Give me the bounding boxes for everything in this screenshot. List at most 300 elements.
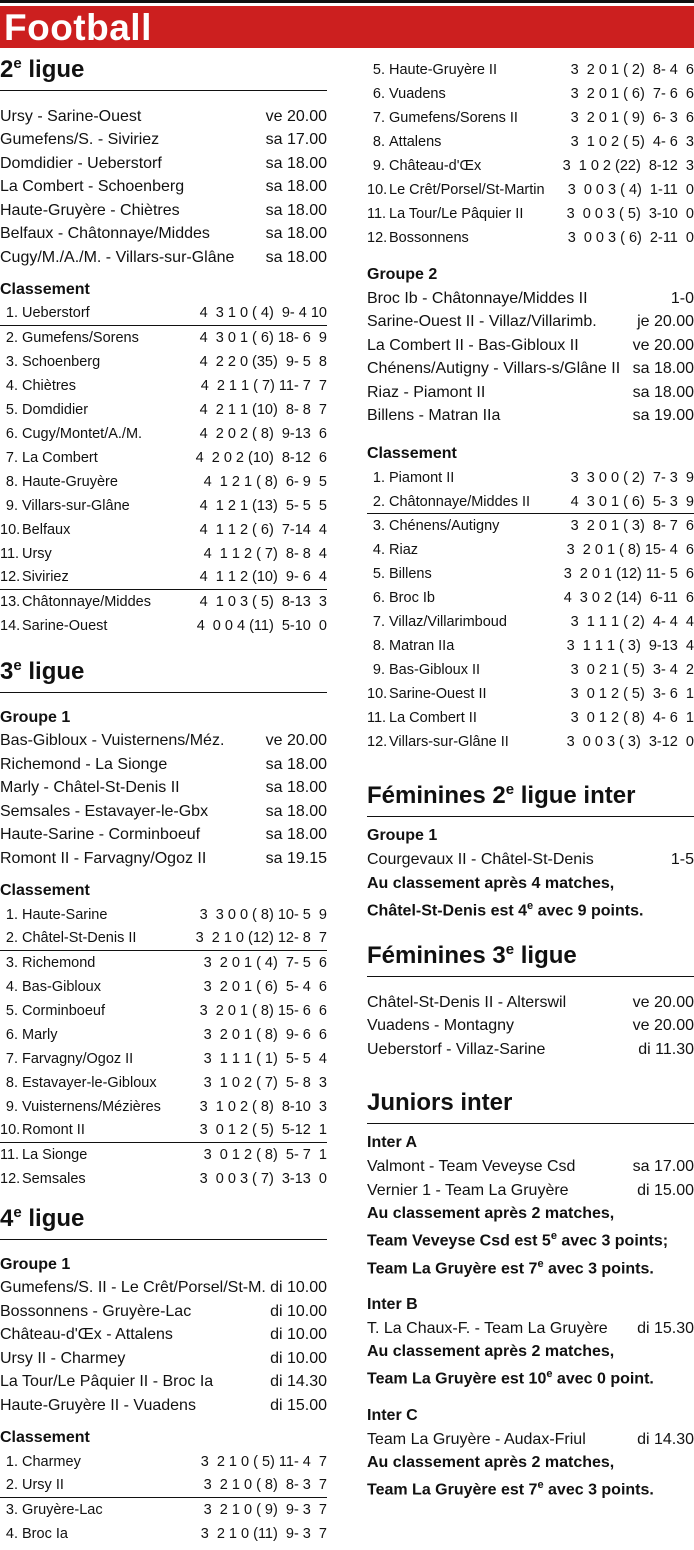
match-row	[0, 246, 327, 270]
match-time: sa 18.00	[265, 154, 327, 172]
left-column	[0, 56, 327, 1546]
section-banner	[0, 6, 694, 48]
standing-stats: 4 1 0 3 ( 5) 8-13 3	[199, 593, 327, 610]
match-time: ve 20.00	[632, 993, 694, 1011]
match-time: sa 18.00	[265, 225, 327, 243]
standing-pos: 5.	[5, 401, 18, 418]
match-row	[367, 381, 694, 405]
standing-pos: 1.	[5, 1453, 18, 1470]
standing-pos: 9.	[5, 1098, 18, 1115]
match-row	[367, 334, 694, 358]
match-teams: Sarine-Ouest II - Villaz/Villarimb.	[367, 313, 597, 331]
standing-stats: 4 2 1 1 (10) 8- 8 7	[199, 401, 327, 418]
standing-team: Romont II	[22, 1122, 85, 1138]
match-teams: Riaz - Piamont II	[367, 383, 486, 401]
ranking-note-3-a: Team La Gruyère est 7	[367, 1259, 538, 1277]
standing-team: Sarine-Ouest	[22, 617, 108, 634]
heading-2e-ligue-rest: ligue	[21, 56, 85, 83]
standing-stats: 3 1 1 1 ( 2) 4- 4 4	[570, 614, 694, 630]
standing-team: Estavayer-le-Gibloux	[22, 1074, 157, 1091]
standing-team: La Combert II	[389, 710, 477, 726]
standing-stats: 3 2 1 0 (12) 12- 8 7	[195, 930, 327, 946]
match-time: di 15.00	[270, 1396, 327, 1414]
match-row	[0, 129, 327, 153]
group-label: Groupe 1	[0, 708, 71, 726]
match-time: sa 18.00	[265, 802, 327, 820]
match-time: ve 20.00	[265, 732, 327, 750]
standing-row	[367, 682, 694, 706]
standing-row	[367, 634, 694, 658]
group-label: Groupe 2	[367, 266, 438, 283]
standing-row	[367, 730, 694, 754]
standing-pos: 1.	[5, 305, 18, 321]
ranking-note-3-b: avec 3 points.	[543, 1259, 654, 1277]
standing-pos: 11.	[0, 1146, 20, 1163]
match-time: di 10.00	[270, 1279, 327, 1297]
match-row	[0, 1371, 327, 1395]
standing-row	[0, 326, 327, 350]
standing-stats: 3 2 1 0 ( 8) 8- 3 7	[203, 1477, 327, 1493]
match-row	[0, 730, 327, 754]
standing-team: Semsales	[22, 1170, 86, 1187]
match-row	[0, 1347, 327, 1371]
heading-3e-ligue	[0, 658, 327, 693]
standing-pos: 6.	[5, 425, 18, 442]
ranking-note-3	[367, 1253, 694, 1280]
standing-stats: 4 2 1 1 ( 7) 11- 7 7	[200, 377, 327, 394]
standing-team: Château-d'Œx	[389, 158, 482, 174]
match-row	[0, 824, 327, 848]
match-row	[0, 1300, 327, 1324]
standing-stats: 3 2 0 1 ( 3) 8- 7 6	[570, 518, 694, 534]
ranking-note-2	[367, 1474, 694, 1501]
heading-3e-ligue-sup: e	[13, 656, 22, 674]
standing-row	[0, 494, 327, 518]
top-rule	[0, 0, 694, 3]
heading-2e-ligue	[0, 56, 327, 91]
match-teams: Châtel-St-Denis II - Alterswil	[367, 993, 567, 1011]
match-teams: Chénens/Autigny - Villars-s/Glâne II	[367, 360, 621, 378]
standing-stats: 4 1 1 2 (10) 9- 6 4	[199, 569, 327, 585]
inter-c-label: Inter C	[367, 1406, 418, 1424]
standing-team: Riaz	[389, 542, 419, 558]
match-teams: Courgevaux II - Châtel-St-Denis	[367, 850, 594, 868]
standing-row	[0, 1450, 327, 1474]
match-row	[367, 991, 694, 1015]
standing-team: Cugy/Montet/A./M.	[22, 425, 143, 442]
standing-row	[367, 58, 694, 82]
standing-row	[0, 374, 327, 398]
standing-team: Le Crêt/Porsel/St-Martin	[389, 182, 545, 198]
standing-pos: 13.	[0, 593, 21, 610]
standing-team: Villars-sur-Glâne II	[389, 734, 509, 750]
banner-title: Football	[4, 7, 152, 48]
standing-team: La Combert	[22, 449, 98, 466]
standing-pos: 9.	[372, 158, 385, 174]
standing-team: Matran IIa	[389, 638, 455, 654]
match-time: sa 18.00	[265, 755, 327, 773]
heading-feminines-2e	[367, 782, 694, 817]
match-row	[367, 405, 694, 429]
match-teams: Ursy - Sarine-Ouest	[0, 107, 142, 125]
standing-stats: 3 2 0 1 ( 4) 7- 5 6	[203, 954, 327, 971]
match-teams: La Combert II - Bas-Gibloux II	[367, 336, 579, 354]
standing-team: Châtonnaye/Middes	[22, 593, 151, 610]
match-teams: Billens - Matran IIa	[367, 407, 501, 425]
match-teams: Haute-Gruyère - Chiètres	[0, 201, 180, 219]
standing-pos: 7.	[5, 1050, 18, 1067]
match-row	[0, 1277, 327, 1301]
standing-stats: 3 1 0 2 ( 5) 4- 6 3	[570, 134, 694, 150]
standing-row	[0, 903, 327, 927]
inter-a-label: Inter A	[367, 1134, 418, 1152]
match-teams: Château-d'Œx - Attalens	[0, 1326, 173, 1344]
ranking-note-2-b: avec 3 points.	[543, 1481, 654, 1499]
standing-pos: 2.	[5, 329, 18, 346]
ranking-note-2-b: avec 3 points;	[556, 1232, 669, 1250]
standing-row	[0, 302, 327, 326]
standing-pos: 3.	[5, 353, 18, 370]
standing-row	[367, 706, 694, 730]
standing-pos: 4.	[5, 1525, 18, 1542]
match-teams: Bas-Gibloux - Vuisternens/Méz.	[0, 732, 225, 750]
standing-team: Haute-Gruyère	[22, 473, 118, 490]
standing-row	[367, 82, 694, 106]
standing-row	[367, 586, 694, 610]
standing-pos: 10.	[0, 1122, 21, 1138]
standing-row	[367, 490, 694, 514]
standing-team: Piamont II	[389, 470, 455, 486]
match-row	[367, 311, 694, 335]
standing-pos: 2.	[5, 930, 18, 946]
standing-stats: 4 2 0 2 ( 8) 9-13 6	[199, 425, 327, 442]
standing-stats: 3 0 0 3 ( 4) 1-11 0	[567, 182, 694, 198]
standing-team: La Sionge	[22, 1146, 88, 1163]
match-time: 1-5	[670, 850, 694, 868]
match-teams: Vernier 1 - Team La Gruyère	[367, 1181, 569, 1199]
standing-pos: 14.	[0, 617, 21, 634]
standing-row	[0, 1023, 327, 1047]
standing-pos: 12.	[0, 569, 21, 585]
standing-row	[0, 614, 327, 638]
standing-pos: 2.	[372, 493, 385, 510]
standing-row	[0, 350, 327, 374]
standing-team: Gumefens/Sorens II	[389, 110, 518, 126]
standing-stats: 3 0 0 3 ( 5) 3-10 0	[566, 206, 694, 222]
standing-team: Ueberstorf	[22, 305, 90, 321]
match-teams: Ursy II - Charmey	[0, 1349, 126, 1367]
standing-row	[367, 514, 694, 538]
standing-team: Billens	[389, 566, 432, 582]
standing-stats: 3 1 0 2 ( 7) 5- 8 3	[203, 1074, 327, 1091]
standing-row	[367, 658, 694, 682]
standing-row	[0, 1474, 327, 1498]
standing-team: Farvagny/Ogoz II	[22, 1050, 134, 1067]
standing-team: Villars-sur-Glâne	[22, 497, 130, 514]
standing-pos: 11.	[367, 206, 387, 222]
heading-3e-ligue-text: 3	[0, 657, 14, 685]
standing-row	[0, 446, 327, 470]
standing-stats: 3 2 0 1 ( 6) 7- 6 6	[570, 86, 694, 102]
heading-3e-ligue-rest: ligue	[21, 657, 85, 685]
standing-stats: 3 1 0 2 ( 8) 8-10 3	[199, 1098, 327, 1115]
standing-row	[367, 562, 694, 586]
classement-label: Classement	[367, 445, 457, 462]
ranking-note-2-b: avec 0 point.	[552, 1370, 654, 1388]
match-row	[0, 199, 327, 223]
inter-b-label: Inter B	[367, 1295, 418, 1313]
ranking-note-2-a: Team La Gruyère est 7	[367, 1481, 538, 1499]
ranking-note-2-a: Châtel-St-Denis est 4	[367, 901, 528, 919]
standing-row	[367, 154, 694, 178]
match-row	[0, 1324, 327, 1348]
match-time: sa 18.00	[265, 201, 327, 219]
match-row	[0, 152, 327, 176]
standing-team: Ursy	[22, 545, 52, 562]
standing-stats: 3 0 0 3 ( 7) 3-13 0	[199, 1170, 327, 1187]
standing-stats: 3 3 0 0 ( 2) 7- 3 9	[570, 470, 694, 486]
match-teams: Haute-Sarine - Corminboeuf	[0, 826, 201, 844]
heading-2e-ligue-text: 2	[0, 56, 14, 83]
ranking-note: Au classement après 4 matches,	[367, 874, 615, 892]
standing-pos: 6.	[372, 86, 385, 102]
match-teams: Marly - Châtel-St-Denis II	[0, 779, 180, 797]
match-row	[367, 358, 694, 382]
standing-stats: 3 1 1 1 ( 3) 9-13 4	[566, 638, 694, 654]
match-teams: Semsales - Estavayer-le-Gbx	[0, 802, 209, 820]
match-row	[367, 1317, 694, 1341]
ranking-note-2-a: Team La Gruyère est 10	[367, 1370, 547, 1388]
ranking-note: Au classement après 2 matches,	[367, 1454, 615, 1472]
match-time: sa 17.00	[632, 1158, 694, 1176]
standing-stats: 3 2 1 0 (11) 9- 3 7	[200, 1525, 327, 1542]
standing-row	[0, 590, 327, 614]
match-time: di 15.30	[637, 1319, 694, 1337]
standing-row	[0, 566, 327, 590]
standing-row	[367, 106, 694, 130]
standing-pos: 5.	[5, 1002, 18, 1019]
match-teams: Ueberstorf - Villaz-Sarine	[367, 1040, 546, 1058]
ranking-note-2	[367, 1225, 694, 1252]
match-time: sa 18.00	[265, 779, 327, 797]
right-column	[367, 58, 694, 1502]
standing-stats: 3 0 1 2 ( 8) 5- 7 1	[203, 1146, 327, 1163]
match-row	[367, 1179, 694, 1203]
standing-stats: 3 0 0 3 ( 3) 3-12 0	[566, 734, 694, 750]
match-teams: Domdidier - Ueberstorf	[0, 154, 162, 172]
standing-team: Siviriez	[22, 569, 69, 585]
standing-pos: 4.	[372, 542, 385, 558]
standing-stats: 3 2 0 1 ( 8) 15- 6 6	[199, 1002, 327, 1019]
standing-row	[0, 1143, 327, 1167]
standing-team: Ursy II	[22, 1477, 64, 1493]
standing-pos: 7.	[372, 110, 385, 126]
standing-stats: 3 0 1 2 ( 5) 5-12 1	[199, 1122, 327, 1138]
standing-stats: 3 2 0 1 (12) 11- 5 6	[563, 566, 694, 582]
standing-row	[0, 518, 327, 542]
standing-team: Domdidier	[22, 401, 89, 418]
standing-stats: 4 0 0 4 (11) 5-10 0	[196, 617, 327, 634]
ranking-note-2-sup: e	[537, 1479, 544, 1492]
ranking-note-2	[367, 1363, 694, 1390]
match-time: sa 18.00	[632, 360, 694, 378]
standing-row	[0, 951, 327, 975]
standing-pos: 10.	[367, 686, 388, 702]
standing-stats: 3 0 2 1 ( 5) 3- 4 2	[570, 662, 694, 678]
match-time: je 20.00	[637, 313, 694, 331]
standing-stats: 4 3 0 1 ( 6) 5- 3 9	[570, 493, 694, 510]
standing-team: La Tour/Le Pâquier II	[389, 206, 524, 222]
match-time: di 14.30	[637, 1430, 694, 1448]
match-teams: Romont II - Farvagny/Ogoz II	[0, 849, 207, 867]
match-row	[0, 847, 327, 871]
standing-stats: 3 2 1 0 ( 9) 9- 3 7	[203, 1501, 327, 1518]
standing-pos: 3.	[5, 1501, 18, 1518]
heading-feminines-3e-sup: e	[505, 940, 515, 958]
standing-stats: 4 1 2 1 ( 8) 6- 9 5	[203, 473, 327, 490]
standing-row	[0, 1095, 327, 1119]
heading-juniors-inter: Juniors inter	[367, 1089, 694, 1124]
standing-pos: 12.	[367, 230, 388, 246]
standing-row	[0, 398, 327, 422]
standing-stats: 3 2 0 1 ( 6) 5- 4 6	[203, 978, 327, 995]
standing-pos: 4.	[5, 978, 18, 995]
standing-pos: 7.	[372, 614, 385, 630]
standing-team: Bossonnens	[389, 230, 469, 246]
standing-pos: 12.	[367, 734, 388, 750]
classement-label: Classement	[0, 280, 90, 298]
match-time: sa 19.00	[632, 407, 694, 425]
standing-pos: 8.	[372, 134, 385, 150]
standing-stats: 3 1 0 2 (22) 8-12 3	[562, 158, 694, 174]
heading-2e-ligue-sup: e	[13, 55, 22, 72]
match-row	[0, 105, 327, 129]
match-row	[367, 1038, 694, 1062]
match-teams: Bossonnens - Gruyère-Lac	[0, 1302, 192, 1320]
match-row	[0, 223, 327, 247]
standing-team: Haute-Gruyère II	[389, 62, 497, 78]
standing-row	[0, 1071, 327, 1095]
standing-pos: 8.	[372, 638, 385, 654]
standing-stats: 3 0 1 2 ( 8) 4- 6 1	[570, 710, 694, 726]
standing-row	[0, 1522, 327, 1546]
ranking-note-2-sup: e	[546, 1368, 553, 1381]
standing-row	[0, 927, 327, 951]
heading-feminines-3e-rest: ligue	[514, 941, 577, 969]
standing-pos: 10.	[0, 521, 21, 538]
standing-stats: 3 2 1 0 ( 5) 11- 4 7	[200, 1453, 327, 1470]
standing-row	[0, 975, 327, 999]
standing-stats: 4 1 1 2 ( 7) 8- 8 4	[203, 545, 327, 562]
standing-team: Broc Ib	[389, 590, 435, 606]
ranking-note-2-sup: e	[527, 899, 534, 912]
standing-team: Marly	[22, 1026, 58, 1043]
match-teams: Gumefens/S. II - Le Crêt/Porsel/St-M.	[0, 1279, 266, 1297]
standing-team: Châtel-St-Denis II	[22, 930, 137, 946]
match-time: ve 20.00	[632, 1017, 694, 1035]
standing-pos: 8.	[5, 473, 18, 490]
standing-team: Bas-Gibloux	[22, 978, 101, 995]
standing-team: Chénens/Autigny	[389, 518, 500, 534]
standing-team: Vuisternens/Mézières	[22, 1098, 161, 1115]
group-label: Groupe 1	[0, 1255, 71, 1273]
match-teams: Team La Gruyère - Audax-Friul	[367, 1430, 586, 1448]
match-row	[367, 1155, 694, 1179]
heading-feminines-3e-text: Féminines 3	[367, 941, 506, 969]
match-time: sa 18.00	[632, 383, 694, 401]
standing-stats: 3 2 0 1 ( 9) 6- 3 6	[570, 110, 694, 126]
standing-pos: 10.	[367, 182, 388, 198]
standing-team: Gumefens/Sorens	[22, 329, 139, 346]
ranking-note-2-a: Team Veveyse Csd est 5	[367, 1232, 551, 1250]
match-teams: La Combert - Schoenberg	[0, 178, 185, 196]
standing-pos: 4.	[5, 377, 18, 394]
ranking-note-2-sup: e	[550, 1230, 557, 1243]
standing-pos: 2.	[5, 1477, 18, 1493]
match-row	[367, 1428, 694, 1452]
standing-pos: 6.	[5, 1026, 18, 1043]
match-row	[0, 176, 327, 200]
standing-pos: 8.	[5, 1074, 18, 1091]
match-teams: La Tour/Le Pâquier II - Broc Ia	[0, 1373, 214, 1391]
standing-team: Haute-Sarine	[22, 906, 108, 923]
standing-stats: 3 1 1 1 ( 1) 5- 5 4	[203, 1050, 327, 1067]
standing-stats: 3 0 0 3 ( 6) 2-11 0	[567, 230, 694, 246]
standing-row	[0, 542, 327, 566]
match-row	[0, 777, 327, 801]
match-time: sa 18.00	[265, 248, 327, 266]
match-teams: Belfaux - Châtonnaye/Middes	[0, 225, 210, 243]
heading-4e-ligue-text: 4	[0, 1204, 14, 1232]
standing-row	[367, 538, 694, 562]
standing-pos: 9.	[372, 662, 385, 678]
standing-team: Broc Ia	[22, 1525, 68, 1542]
standing-stats: 3 0 1 2 ( 5) 3- 6 1	[570, 686, 694, 702]
match-row	[0, 753, 327, 777]
standing-stats: 4 2 2 0 (35) 9- 5 8	[199, 353, 327, 370]
classement-label: Classement	[0, 881, 90, 899]
standing-team: Belfaux	[22, 521, 71, 538]
standing-pos: 11.	[0, 545, 20, 562]
match-teams: Gumefens/S. - Siviriez	[0, 131, 160, 149]
standing-row	[367, 466, 694, 490]
match-teams: Cugy/M./A./M. - Villars-sur-Glâne	[0, 248, 235, 266]
standing-stats: 4 1 2 1 (13) 5- 5 5	[199, 497, 327, 514]
standing-pos: 5.	[372, 62, 385, 78]
standing-stats: 3 2 0 1 ( 2) 8- 4 6	[570, 62, 694, 78]
standing-stats: 4 3 1 0 ( 4) 9- 4 10	[199, 305, 327, 321]
standing-team: Chiètres	[22, 377, 76, 394]
standing-pos: 3.	[5, 954, 18, 971]
standing-row	[367, 610, 694, 634]
ranking-note-3-sup: e	[537, 1257, 544, 1270]
standing-row	[367, 202, 694, 226]
match-row	[0, 800, 327, 824]
heading-4e-ligue	[0, 1205, 327, 1240]
standing-row	[0, 1047, 327, 1071]
standing-stats: 3 3 0 0 ( 8) 10- 5 9	[199, 906, 327, 923]
standing-team: Corminboeuf	[22, 1002, 106, 1019]
match-teams: Richemond - La Sionge	[0, 755, 168, 773]
match-time: di 14.30	[270, 1373, 327, 1391]
heading-4e-ligue-sup: e	[13, 1203, 22, 1221]
standing-team: Châtonnaye/Middes II	[389, 493, 531, 510]
match-row	[367, 287, 694, 311]
standing-team: Attalens	[389, 134, 442, 150]
match-time: sa 17.00	[265, 131, 327, 149]
standing-pos: 11.	[367, 710, 387, 726]
standing-pos: 6.	[372, 590, 385, 606]
